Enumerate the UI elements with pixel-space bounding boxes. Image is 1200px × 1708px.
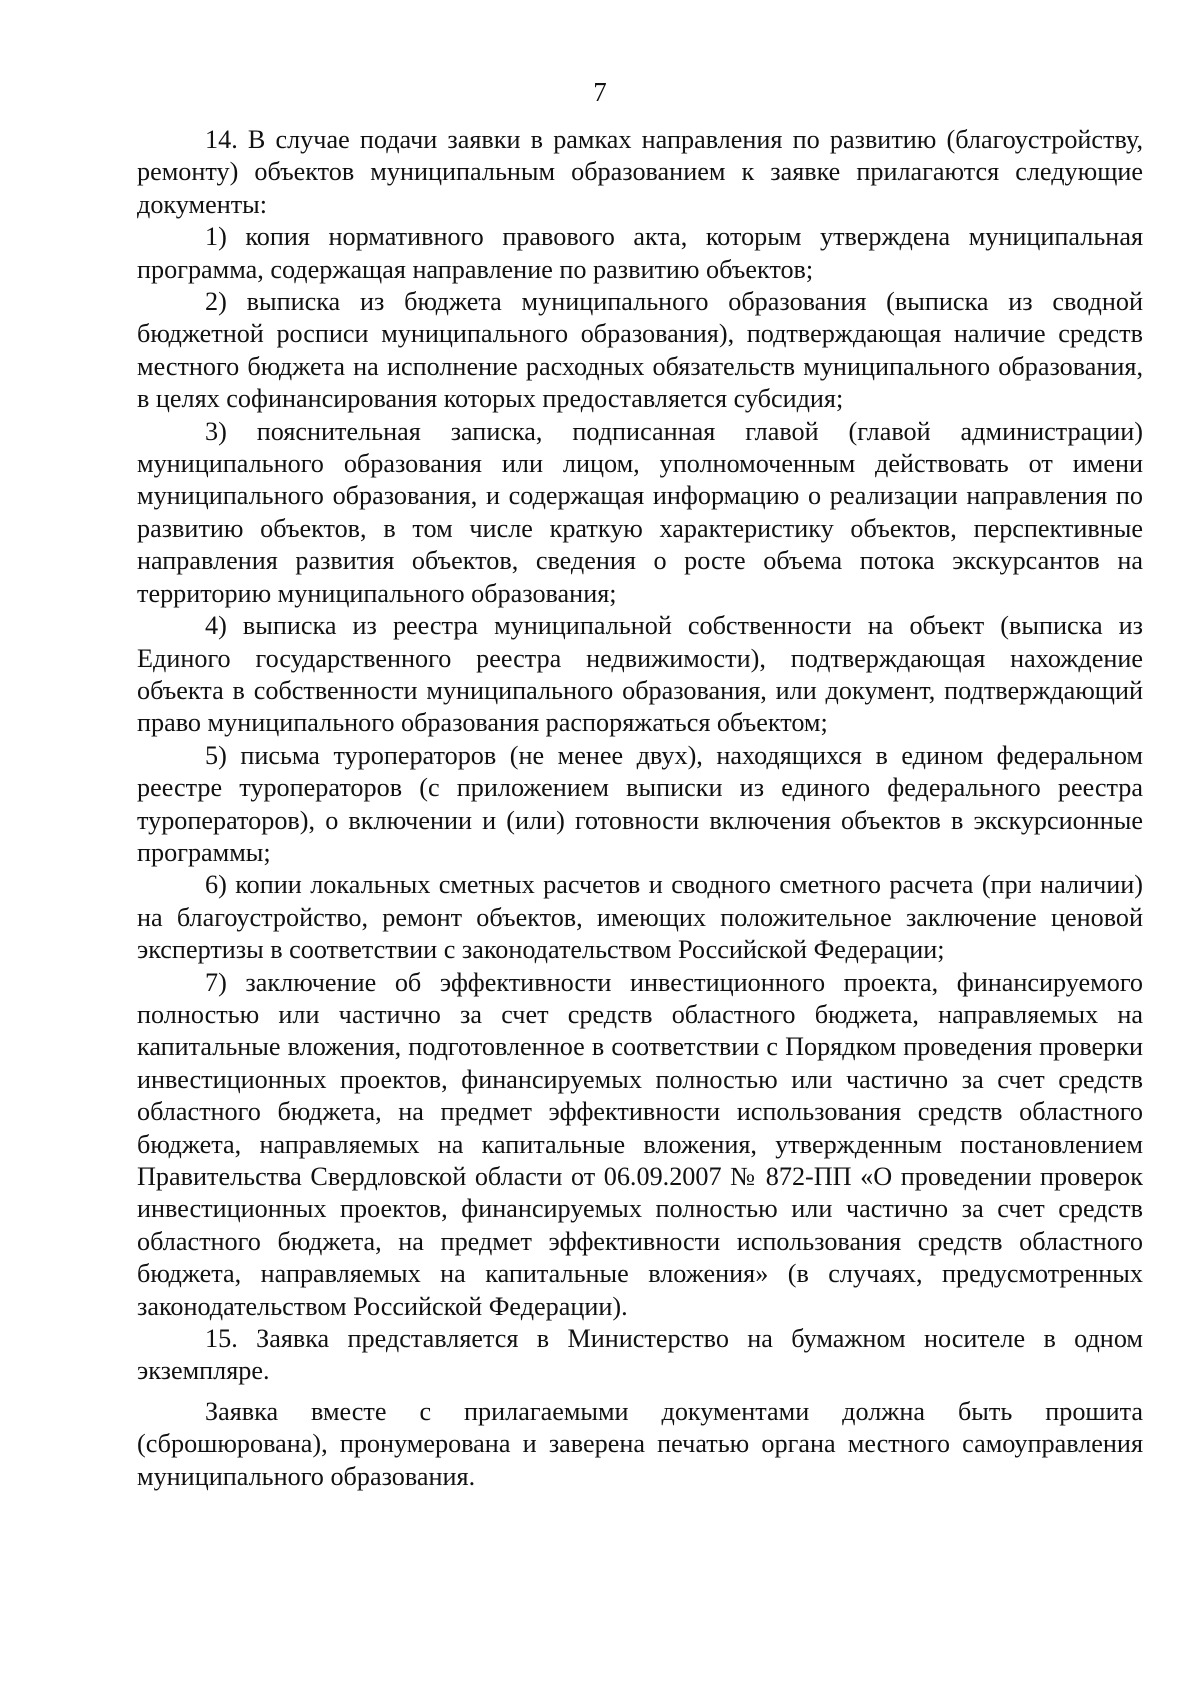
paragraph-subitem-7: 7) заключение об эффективности инвестиционного проекта, финансируемого полностью или частично за счет средств областного бюджета, направляемых на капитальные вложения, подготовленное в соответствии с Порядком проведения проверки инвестиционных проектов, финансируемых полностью или частично за счет средств областного бюджета, на предмет эффективности использования средств областного бюджета, направляемых на капитальные вложения, утвержденным постановлением Правительства Свердловской области от 06.09.2007 № 872-ПП «О проведении проверок инвестиционных проектов, финансируемых полностью или частично за счет средств областного бюджета, на предмет эффективности использования средств областного бюджета, направляемых на капитальные вложения» (в случаях, предусмотренных законодательством Российской Федерации). — [137, 967, 1143, 1321]
paragraph-subitem-5: 5) письма туроператоров (не менее двух), находящихся в едином федеральном реестре туроператоров (с приложением выписки из единого федерального реестра туроператоров), о включении и (или) готовности включения объектов в экскурсионные программы; — [137, 740, 1143, 867]
paragraph-subitem-3: 3) пояснительная записка, подписанная главой (главой администрации) муниципального образования или лицом, уполномоченным действовать от имени муниципального образования, и содержащая информацию о реализации направления по развитию объектов, в том числе краткую характеристику объектов, перспективные направления развития объектов, сведения о росте объема потока экскурсантов на территорию муниципального образования; — [137, 416, 1143, 608]
paragraph-subitem-1: 1) копия нормативного правового акта, которым утверждена муниципальная программа, содержащая направление по развитию объектов; — [137, 222, 1143, 284]
paragraph-subitem-2: 2) выписка из бюджета муниципального образования (выписка из сводной бюджетной росписи муниципального образования), подтверждающая наличие средств местного бюджета на исполнение расходных обязательств муниципального образования, в целях софинансирования которых предоставляется субсидия; — [137, 287, 1143, 414]
paragraph-item-15: 15. Заявка представляется в Министерство на бумажном носителе в одном экземпляре. — [137, 1324, 1143, 1386]
paragraph-subitem-4: 4) выписка из реестра муниципальной собственности на объект (выписка из Единого государственного реестра недвижимости), подтверждающая нахождение объекта в собственности муниципального образования, или документ, подтверждающий право муниципального образования распоряжаться объектом; — [137, 611, 1143, 738]
paragraph-item-14: 14. В случае подачи заявки в рамках направления по развитию (благоустройству, ремонту) объектов муниципальным образованием к заявке прилагаются следующие документы: — [137, 125, 1143, 219]
paragraph-subitem-6: 6) копии локальных сметных расчетов и сводного сметного расчета (при наличии) на благоустройство, ремонт объектов, имеющих положительное заключение ценовой экспертизы в соответствии с законодательством Российской Федерации; — [137, 870, 1143, 965]
page-number: 7 — [593, 77, 607, 107]
document-body — [137, 124, 1143, 1493]
paragraph-item-15-continued: Заявка вместе с прилагаемыми документами должна быть прошита (сброшюрована), пронумерована и заверена печатью органа местного самоуправления муниципального образования. — [137, 1396, 1143, 1491]
